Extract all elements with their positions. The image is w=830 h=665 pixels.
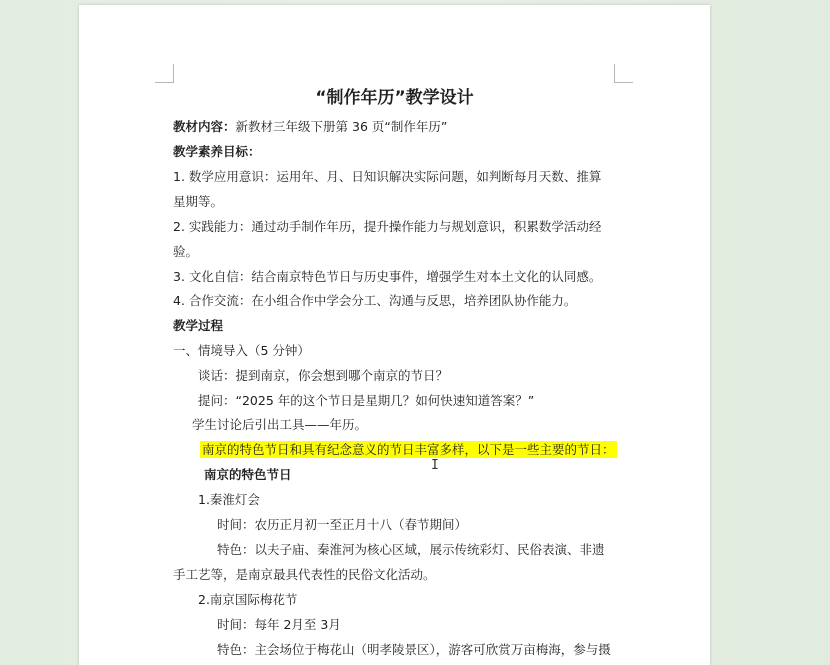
highlighted-text bbox=[200, 442, 617, 458]
talk-text: 谈话：提到南京，你会想到哪个南京的节日？ bbox=[198, 368, 449, 383]
festival-1-feature-b: 手工艺等，是南京最具代表性的民俗文化活动。 bbox=[173, 567, 436, 582]
content-value: 新教材三年级下册第 36 页“制作年历” bbox=[235, 119, 448, 134]
festival-2-title: 2.南京国际梅花节 bbox=[198, 592, 298, 607]
goals-heading: 教学素养目标： bbox=[173, 144, 261, 159]
discuss-text: 学生讨论后引出工具——年历。 bbox=[192, 417, 368, 432]
margin-corner-top-left bbox=[155, 64, 174, 83]
festival-1-feature-a: 特色：以夫子庙、秦淮河为核心区域，展示传统彩灯、民俗表演、非遗 bbox=[217, 542, 605, 557]
content-line bbox=[173, 119, 447, 135]
goal-4: 4. 合作交流：在小组合作中学会分工、沟通与反思，培养团队协作能力。 bbox=[173, 293, 577, 308]
text-cursor-icon: I bbox=[431, 458, 439, 473]
process-heading: 教学过程 bbox=[173, 318, 224, 333]
festival-1-title: 1.秦淮灯会 bbox=[198, 492, 260, 507]
goal-1-line-a: 1. 数学应用意识：运用年、月、日知识解决实际问题，如判断每月天数、推算 bbox=[173, 169, 602, 184]
margin-corner-top-right bbox=[614, 64, 633, 83]
goal-3: 3. 文化自信：结合南京特色节日与历史事件，增强学生对本土文化的认同感。 bbox=[173, 269, 602, 284]
festival-2-feature: 特色：主会场位于梅花山（明孝陵景区），游客可欣赏万亩梅海，参与摄 bbox=[217, 642, 611, 657]
document-page[interactable] bbox=[79, 5, 710, 665]
content-label: 教材内容： bbox=[173, 119, 236, 134]
section-1-heading: 一、情境导入（5 分钟） bbox=[173, 343, 310, 358]
goal-2-line-a: 2. 实践能力：通过动手制作年历，提升操作能力与规划意识，积累数学活动经 bbox=[173, 219, 602, 234]
goal-2-line-b: 验。 bbox=[173, 244, 199, 259]
ask-text: 提问：“2025 年的这个节日是星期几？如何快速知道答案？” bbox=[198, 393, 535, 408]
document-title: “制作年历”教学设计 bbox=[315, 88, 474, 108]
goal-1-line-b: 星期等。 bbox=[173, 194, 224, 209]
festival-1-time: 时间：农历正月初一至正月十八（春节期间） bbox=[217, 517, 468, 532]
highlight-span: 南京的特色节日和具有纪念意义的节日丰富多样，以下是一些主要的节日： bbox=[202, 442, 615, 457]
festivals-heading: 南京的特色节日 bbox=[204, 467, 292, 482]
festival-2-time: 时间：每年 2月至 3月 bbox=[217, 617, 341, 632]
